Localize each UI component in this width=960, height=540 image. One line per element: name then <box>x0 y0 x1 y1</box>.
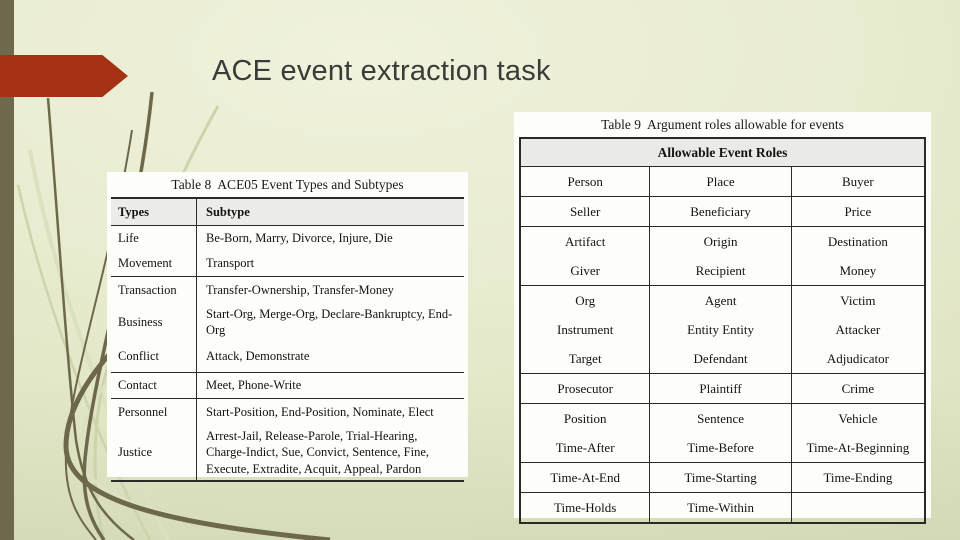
role-cell: Plaintiff <box>650 374 791 403</box>
event-roles-table-panel <box>514 112 931 518</box>
role-cell: Buyer <box>841 173 874 189</box>
role-cell: Time-Starting <box>650 463 791 492</box>
type-cell: Contact <box>111 373 197 398</box>
role-cell: Seller <box>521 197 650 226</box>
role-cell: Time-At-End <box>521 463 650 492</box>
role-cell: Prosecutor <box>521 374 650 403</box>
type-cell: Justice <box>111 425 197 480</box>
table8-caption: Table 8 ACE05 Event Types and Subtypes <box>171 177 404 192</box>
role-cell: Time-Before <box>650 433 791 462</box>
table-row <box>111 226 464 251</box>
column-header: Subtype <box>206 204 250 219</box>
table-row <box>521 167 924 197</box>
subtype-cell: Meet, Phone-Write <box>206 378 302 393</box>
role-cell: Place <box>650 167 791 196</box>
subtype-cell: Arrest-Jail, Release-Parole, Trial-Hearing, Charge-Indict, Sue, Convict, Sentence, Fine, Execute, Extradite, Acquit, Appeal, Pardon <box>206 428 429 476</box>
role-cell: Destination <box>827 233 888 249</box>
role-cell: Adjudicator <box>826 350 889 366</box>
role-cell: Time-At-Beginning <box>806 439 910 455</box>
table-row <box>111 251 464 277</box>
table-row <box>521 374 924 404</box>
role-cell: Origin <box>650 227 791 256</box>
role-cell: Time-Within <box>650 493 791 522</box>
arrow-accent-icon <box>0 55 128 97</box>
type-cell: Business <box>111 303 197 341</box>
table-row <box>521 344 924 374</box>
table-row <box>111 303 464 341</box>
role-cell: Money <box>839 262 877 278</box>
table-row <box>521 286 924 315</box>
table9-caption: Table 9 Argument roles allowable for events <box>601 117 844 132</box>
table-row <box>111 373 464 399</box>
subtype-cell: Transport <box>206 256 255 271</box>
type-cell: Transaction <box>111 277 197 303</box>
role-cell: Beneficiary <box>650 197 791 226</box>
role-cell: Time-Holds <box>521 493 650 522</box>
role-cell: Recipient <box>650 256 791 285</box>
type-cell: Conflict <box>111 341 197 372</box>
role-cell: Person <box>521 167 650 196</box>
role-cell: Org <box>521 286 650 315</box>
table-header-row <box>111 199 464 226</box>
event-roles-table <box>519 137 926 524</box>
role-cell: Agent <box>650 286 791 315</box>
role-cell: Entity Entity <box>650 315 791 344</box>
type-cell: Movement <box>111 251 197 276</box>
role-cell: Sentence <box>650 404 791 433</box>
slide-title: ACE event extraction task <box>212 55 551 87</box>
role-cell: Time-Ending <box>823 469 893 485</box>
table-header-row: Allowable Event Roles <box>521 139 924 167</box>
role-cell: Instrument <box>521 315 650 344</box>
event-types-table <box>111 197 464 482</box>
table-row <box>111 341 464 373</box>
role-cell: Giver <box>521 256 650 285</box>
role-cell: Crime <box>841 380 875 396</box>
role-cell: Position <box>521 404 650 433</box>
subtype-cell: Start-Org, Merge-Org, Declare-Bankruptcy, End-Org <box>206 306 453 337</box>
role-cell: Vehicle <box>838 410 878 426</box>
table-row <box>521 493 924 522</box>
table-row <box>521 197 924 227</box>
table-row <box>521 315 924 344</box>
table-row <box>521 433 924 463</box>
subtype-cell: Transfer-Ownership, Transfer-Money <box>206 282 394 297</box>
role-cell: Victim <box>840 292 876 308</box>
role-cell <box>792 493 924 522</box>
subtype-cell: Start-Position, End-Position, Nominate, Elect <box>206 404 434 419</box>
role-cell: Defendant <box>650 344 791 373</box>
role-cell: Artifact <box>521 227 650 256</box>
role-cell: Price <box>844 203 872 219</box>
role-cell: Time-After <box>521 433 650 462</box>
table-row <box>521 256 924 286</box>
table-row <box>111 399 464 425</box>
table-row <box>111 425 464 480</box>
event-types-table-panel <box>107 172 468 477</box>
table-row <box>521 404 924 433</box>
table-row <box>521 227 924 256</box>
type-cell: Life <box>111 226 197 251</box>
column-header: Types <box>111 199 197 225</box>
subtype-cell: Attack, Demonstrate <box>206 349 310 364</box>
table-row <box>521 463 924 493</box>
type-cell: Personnel <box>111 399 197 425</box>
role-cell: Attacker <box>835 321 881 337</box>
subtype-cell: Be-Born, Marry, Divorce, Injure, Die <box>206 231 393 246</box>
role-cell: Target <box>521 344 650 373</box>
table-row <box>111 277 464 303</box>
